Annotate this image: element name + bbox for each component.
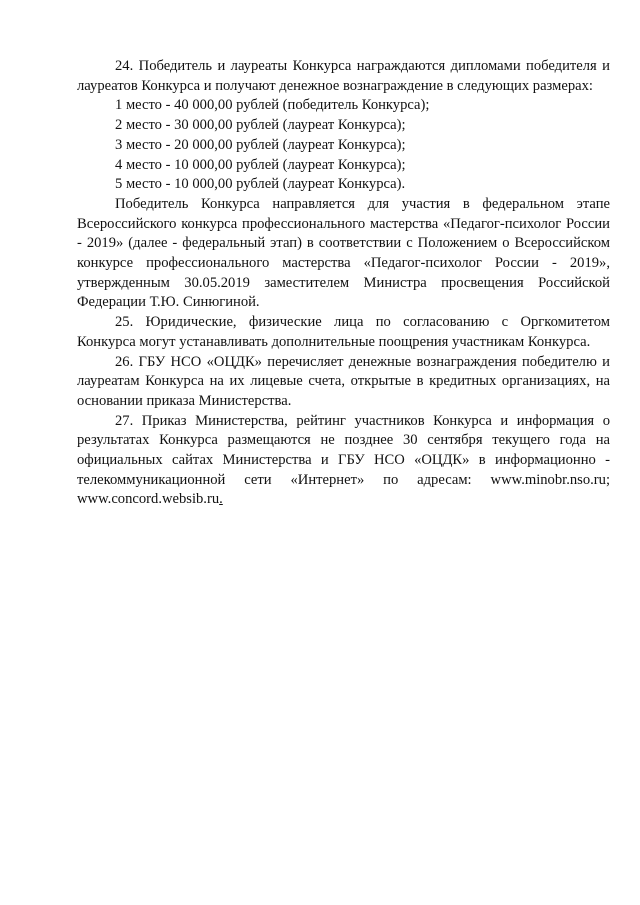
paragraph-27-end: . (219, 491, 223, 508)
paragraph-27 (77, 412, 610, 511)
prize-list (77, 96, 610, 195)
paragraph-25: 25. Юридические, физические лица по согласованию с Оргкомитетом Конкурса могут устанавливать дополнительные поощрения участникам Конкурса. (77, 314, 610, 350)
paragraph-24-winner: Победитель Конкурса направляется для участия в федеральном этапе Всероссийского конкурса профессионального мастерства «Педагог-психолог России - 2019» (далее - федеральный этап) в соответствии с Положением о Всероссийском конкурсе профессионального мастерства «Педагог-психолог России - 2019», утвержденным 30.05.2019 заместителем Министра просвещения Российской Федерации Т.Ю. Синюгиной. (77, 195, 610, 311)
prize-item-2: 2 место - 30 000,00 рублей (лауреат Конкурса); (115, 117, 406, 134)
prize-item-5: 5 место - 10 000,00 рублей (лауреат Конкурса). (115, 176, 406, 193)
link-separator: ; (605, 471, 610, 488)
prize-item-3: 3 место - 20 000,00 рублей (лауреат Конкурса); (115, 136, 406, 153)
prize-item-4: 4 место - 10 000,00 рублей (лауреат Конкурса); (115, 156, 406, 173)
concord-link[interactable]: www.concord.websib.ru (77, 491, 220, 508)
prize-item-1: 1 место - 40 000,00 рублей (победитель Конкурса); (115, 97, 430, 114)
paragraph-27-text: 27. Приказ Министерства, рейтинг участников Конкурса и информация о результатах Конкурса размещаются не позднее 30 сентября текущего года на официальных сайтах Министерства и ГБУ НСО «ОЦДК» в информационно - телекоммуникационной сети «Интернет» по адресам: (77, 412, 610, 488)
paragraph-24-intro: 24. Победитель и лауреаты Конкурса награждаются дипломами победителя и лауреатов Конкурса и получают денежное вознаграждение в следующих размерах: (77, 58, 610, 94)
minobr-link[interactable]: www.minobr.nso.ru (490, 471, 606, 488)
document-page (77, 57, 610, 510)
paragraph-26: 26. ГБУ НСО «ОЦДК» перечисляет денежные вознаграждения победителю и лауреатам Конкурса на их лицевые счета, открытые в кредитных организациях, на основании приказа Министерства. (77, 353, 610, 409)
